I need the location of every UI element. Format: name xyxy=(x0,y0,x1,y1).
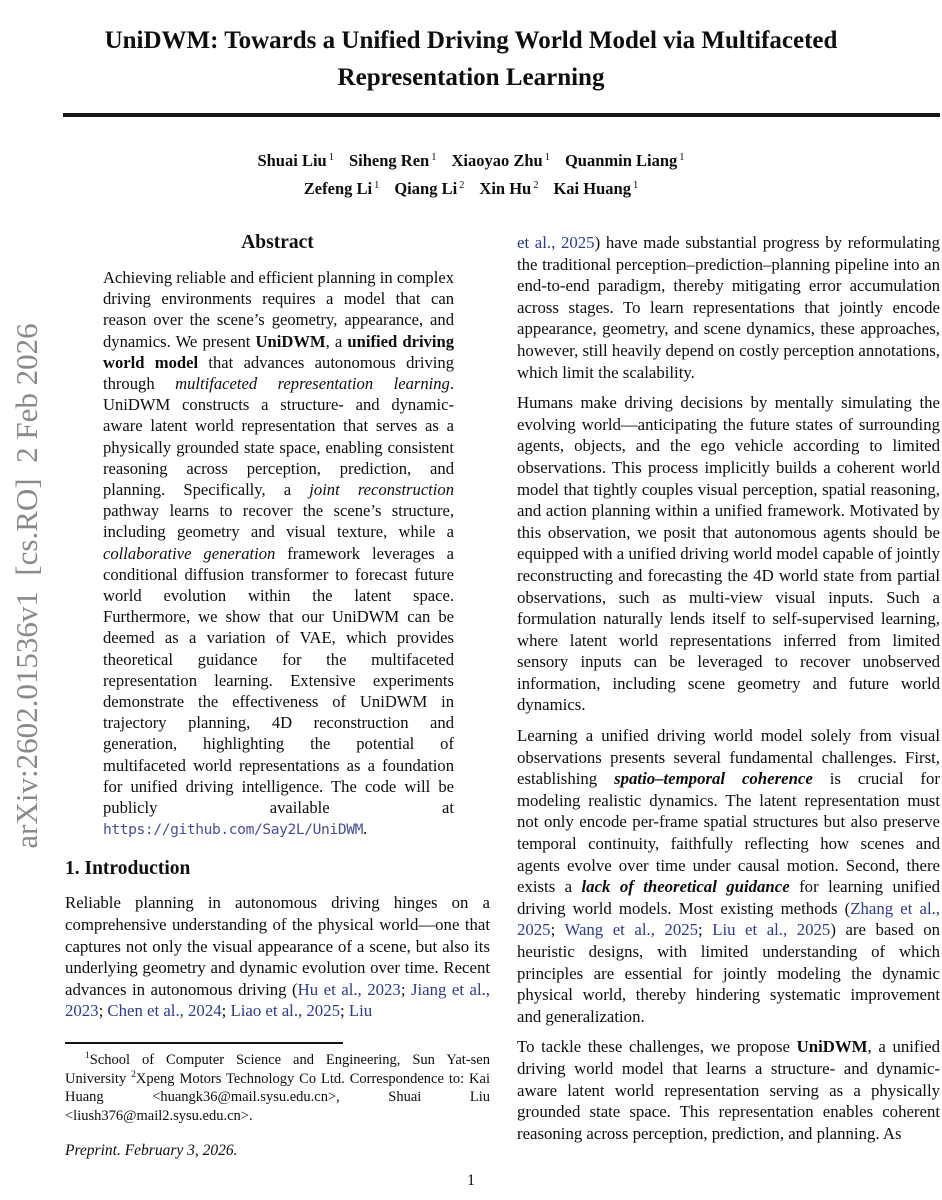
abstract-text: Achieving reliable and efficient planning in complex driving environments requires a model that can reason over the scene’s geometry, appearance, and dynamics. We present UniDWM, a unified driving world model that advances autonomous driving through multifaceted representation learning. UniDWM constructs a structure- and dynamic-aware latent world representation that serves as a physically grounded state space, enabling consistent reasoning across perception, prediction, and planning. Specifically, a joint reconstruction pathway learns to recover the scene’s structure, including geometry and visual texture, while a collaborative generation framework leverages a conditional diffusion transformer to forecast future world evolution within the latent space. Furthermore, we show that our UniDWM can be deemed as a variation of VAE, which provides theoretical guidance for the multifaceted representation learning. Extensive experiments demonstrate the effectiveness of UniDWM in trajectory planning, 4D reconstruction and generation, highlighting the potential of multifaceted world representations as a foundation for unified driving intelligence. The code will be publicly available at https://github.com/Say2L/UniDWM. xyxy=(103,268,454,839)
paper-title xyxy=(0,22,942,96)
authors-block xyxy=(0,147,942,203)
citation-link[interactable]: Liu et al., 2025 xyxy=(712,920,831,940)
right-column xyxy=(517,232,940,1153)
abstract-heading: Abstract xyxy=(241,232,314,253)
citation-link[interactable]: Hu et al., 2023 xyxy=(297,979,401,999)
page-number: 1 xyxy=(467,1172,475,1189)
paper-title-line-2: Representation Learning xyxy=(337,64,605,91)
body-paragraph: et al., 2025) have made substantial progress by reformulating the traditional perception–prediction–planning pipeline into an end-to-end paradigm, thereby mitigating error accumulation across stages. To learn representations that jointly encode appearance, geometry, and scene dynamics, these approaches, however, still heavily depend on costly perception annotations, which limit the scalability. xyxy=(517,233,940,382)
body-paragraph: Learning a unified driving world model solely from visual observations presents several fundamental challenges. First, establishing spatio–temporal coherence is crucial for modeling realistic dynamics. The latent representation must not only encode per-frame spatial structures but also preserve temporal continuity, faithfully reflecting how scenes and agents evolve over time under causal motion. Second, there exists a lack of theoretical guidance for learning unified driving world models. Most existing methods (Zhang et al., 2025; Wang et al., 2025; Liu et al., 2025) are based on heuristic designs, with limited understanding of which principles are essential for jointly modeling the dynamic physical world, thereby hindering systematic improvement and generalization. xyxy=(517,726,940,1026)
author-line-1: Shuai Liu $^1$ Siheng Ren $^1$ Xiaoyao Zhu $^1$ Quanmin Liang $^1$ xyxy=(257,151,685,170)
footnote-affiliations: $^1$School of Computer Science and Engineering, Sun Yat-sen University $^2$Xpeng Motors Technology Co Ltd. Correspondence to: Kai Huang <huangk36@mail.sysu.edu.cn>, Shuai Liu <liush376@mail2.sysu.edu.cn>. xyxy=(65,1051,490,1124)
title-divider xyxy=(63,113,940,117)
body-paragraph: To tackle these challenges, we propose UniDWM, a unified driving world model that learns a structure- and dynamic-aware latent world representation serving as a physically grounded state space. This representation enables coherent reasoning across perception, prediction, and planning. As xyxy=(517,1037,940,1143)
code-repo-link[interactable]: https://github.com/Say2L/UniDWM xyxy=(103,821,363,839)
introduction-paragraph: Reliable planning in autonomous driving hinges on a comprehensive understanding of the physical world—one that captures not only the visual appearance of a scene, but also its underlying geometry and dynamic evolution over time. Recent advances in autonomous driving (Hu et al., 2023; Jiang et al., 2023; Chen et al., 2024; Liao et al., 2025; Liu xyxy=(65,893,490,1021)
paper-title-line-1: UniDWM: Towards a Unified Driving World Model via Multifaceted xyxy=(104,27,838,54)
citation-link[interactable]: et al., 2025 xyxy=(517,233,595,252)
preprint-note: Preprint. February 3, 2026. xyxy=(65,1142,238,1159)
arxiv-watermark: arXiv:2602.01536v1 [cs.RO] 2 Feb 2026 xyxy=(9,323,44,849)
body-paragraph: Humans make driving decisions by mentally simulating the evolving world—anticipating the future states of surrounding agents, objects, and the ego vehicle according to limited observations. This process implicitly builds a coherent world model that tightly couples visual perception, spatial reasoning, and action planning within a unified framework. Motivated by this observation, we posit that autonomous agents should be equipped with a unified driving world model capable of jointly reconstructing and forecasting the 4D world state from partial observations, such as multi-view visual inputs. Such a formulation naturally lends itself to self-supervised learning, where latent world representations inferred from limited sensory inputs can be leveraged to recover unobserved information, including scene geometry and future world dynamics. xyxy=(517,393,940,715)
citation-link[interactable]: Liu xyxy=(348,1001,373,1021)
citation-link[interactable]: Zhang et al., 2025 xyxy=(517,898,940,940)
author-line-2: Zefeng Li $^1$ Qiang Li $^2$ Xin Hu $^2$ Kai Huang $^1$ xyxy=(303,179,639,198)
footnote-divider xyxy=(65,1042,343,1044)
citation-link[interactable]: Jiang et al., 2023 xyxy=(65,979,490,1021)
footnote-block xyxy=(65,1042,490,1161)
citation-link[interactable]: Liao et al., 2025 xyxy=(230,1001,340,1021)
citation-link[interactable]: Wang et al., 2025 xyxy=(564,920,698,940)
left-column xyxy=(65,232,490,1031)
section-heading-introduction: 1. Introduction xyxy=(65,858,191,880)
citation-link[interactable]: Chen et al., 2024 xyxy=(107,1001,222,1021)
